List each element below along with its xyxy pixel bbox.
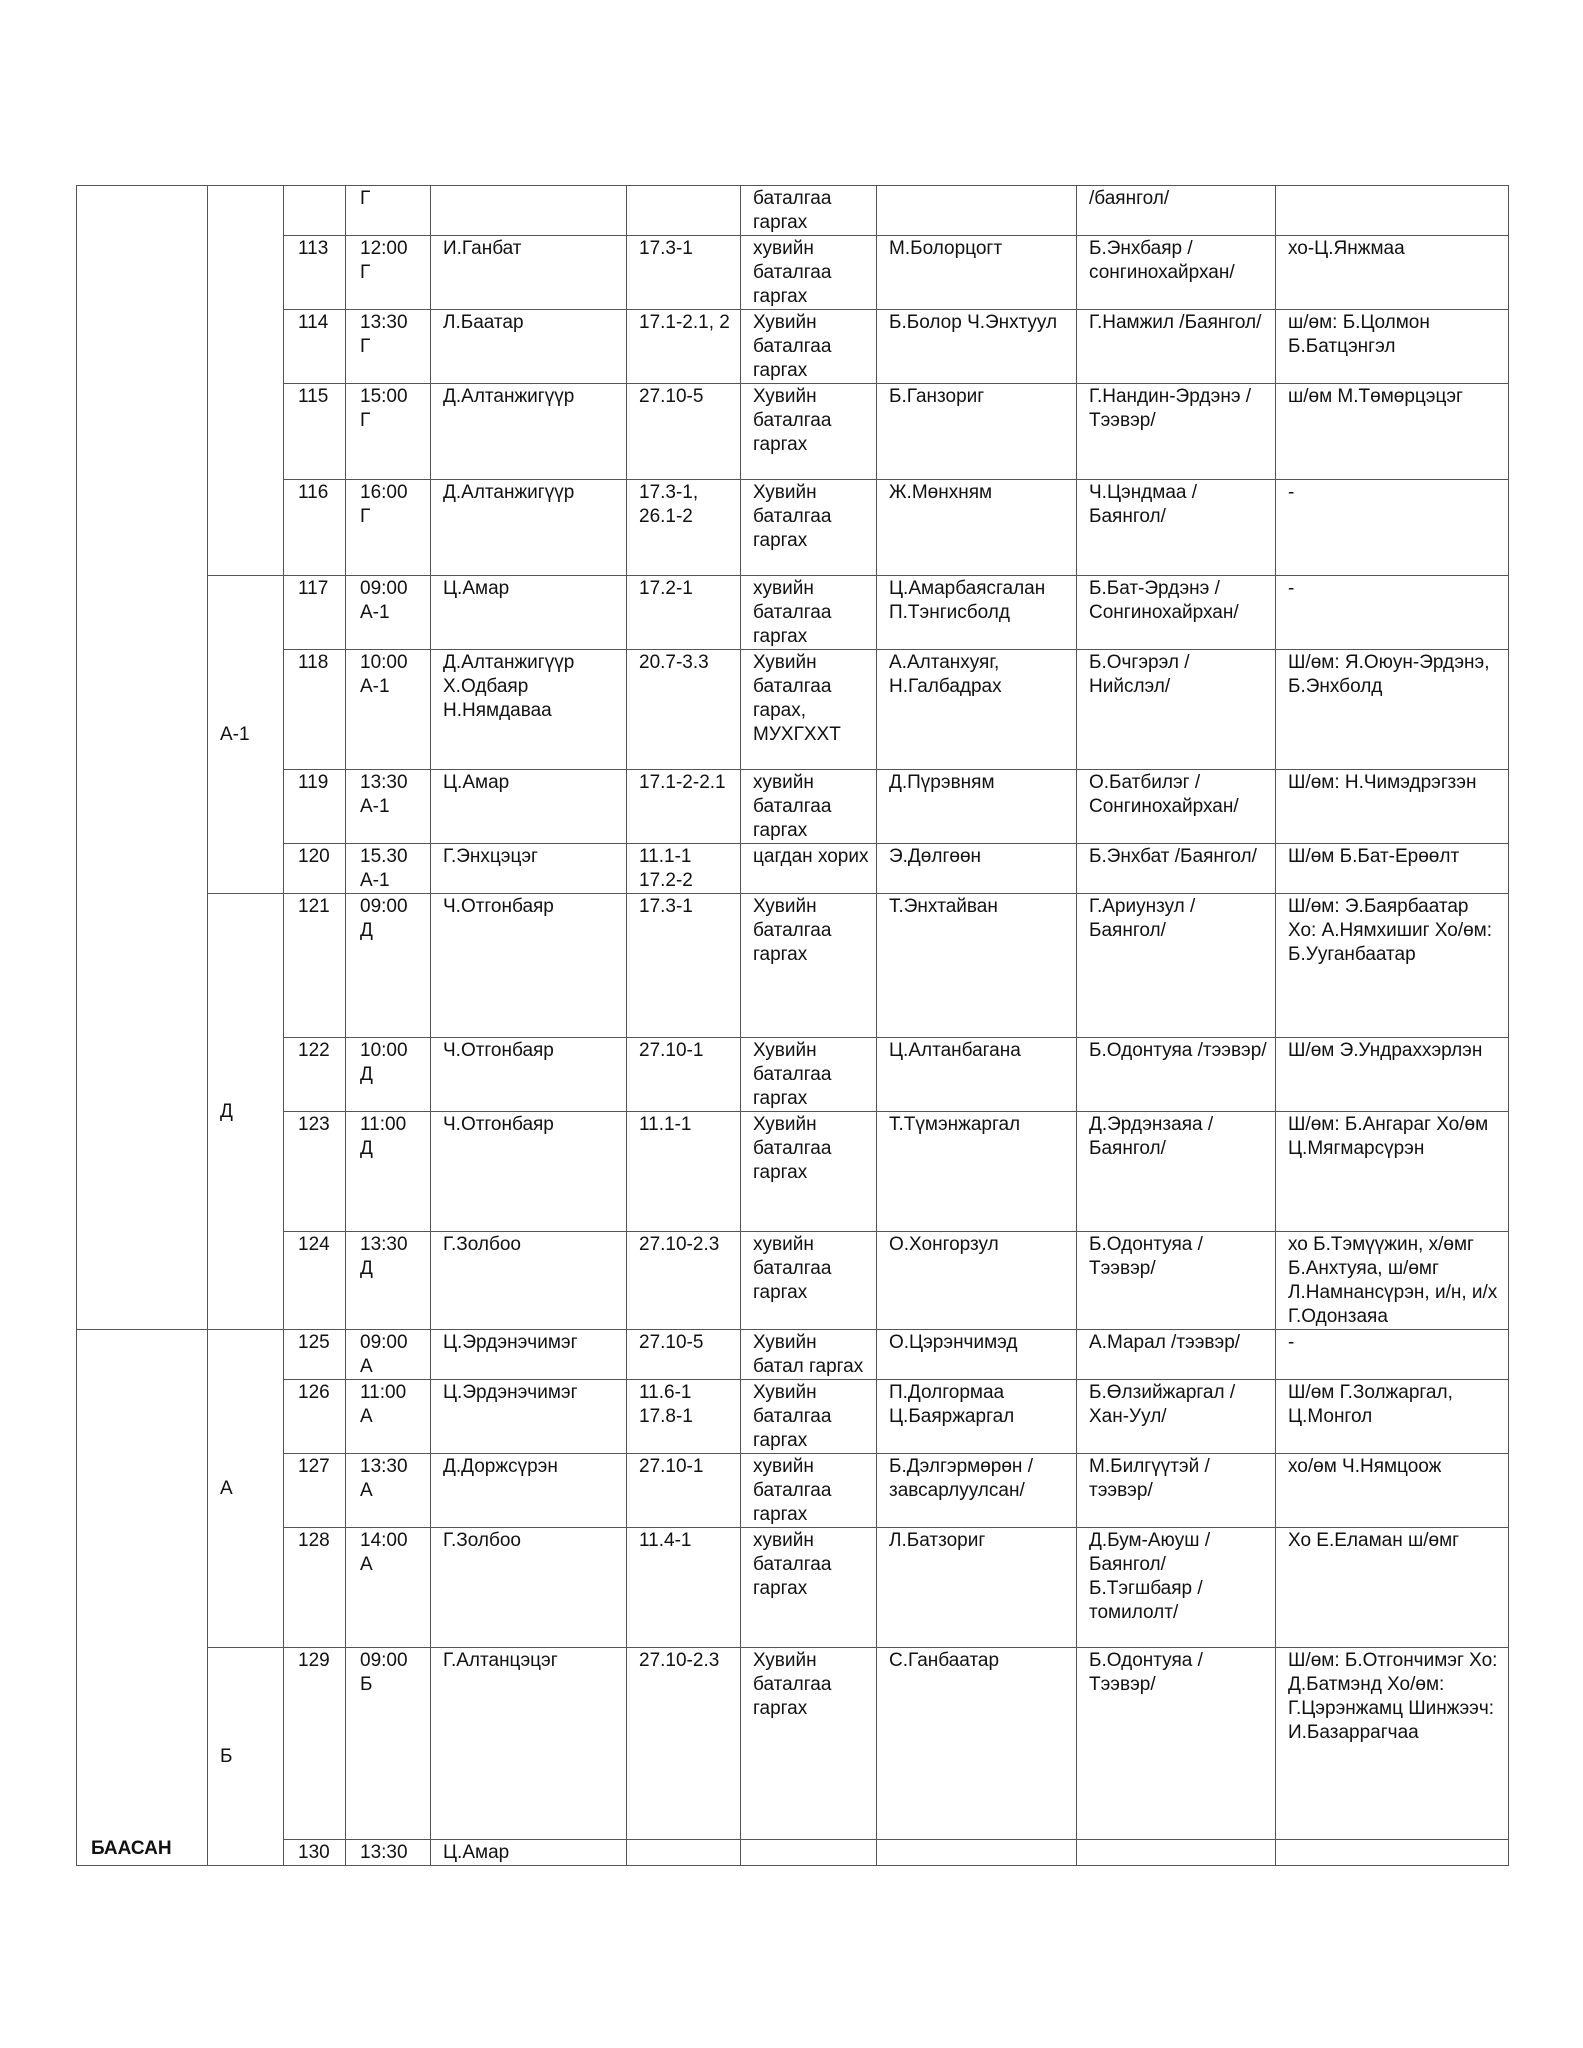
prosecutor-name: М.Билгүүтэй /тээвэр/ — [1077, 1454, 1276, 1528]
hearing-time: 11:00 А — [346, 1380, 431, 1454]
participants-note: Ш/өм: Б.Отгончимэг Хо: Д.Батмэнд Хо/өм: Г.Цэрэнжамц Шинжээч: И.Базаррагчаа — [1276, 1648, 1509, 1840]
hearing-time: 13:30 Д — [346, 1232, 431, 1330]
room-cell-a1: А-1 — [208, 576, 284, 894]
participants-note — [1276, 1840, 1509, 1866]
case-number: 125 — [284, 1330, 346, 1380]
law-article: 27.10-2.3 — [627, 1232, 741, 1330]
judge-name: Ц.Амар — [431, 1840, 627, 1866]
prosecutor-name: Д.Эрдэнзаяа /Баянгол/ — [1077, 1112, 1276, 1232]
table-row — [77, 1330, 1509, 1380]
case-number: 128 — [284, 1528, 346, 1648]
defender-name: Д.Пүрэвням — [877, 770, 1077, 844]
judge-name: Д.Алтанжигүүр — [431, 384, 627, 480]
defender-name: Б.Дэлгэрмөрөн /завсарлуулсан/ — [877, 1454, 1077, 1528]
case-number: 130 — [284, 1840, 346, 1866]
table-row — [77, 576, 1509, 650]
law-article: 17.1-2-2.1 — [627, 770, 741, 844]
judge-name: Ч.Отгонбаяр — [431, 894, 627, 1038]
measure-type: Хувийн баталгаа гаргах — [741, 384, 877, 480]
participants-note — [1276, 186, 1509, 236]
judge-name: Ц.Амар — [431, 770, 627, 844]
prosecutor-name: Б.Одонтуяа /Тээвэр/ — [1077, 1648, 1276, 1840]
hearing-time: 15.30 А-1 — [346, 844, 431, 894]
participants-note: ш/өм М.Төмөрцэцэг — [1276, 384, 1509, 480]
prosecutor-name: /баянгол/ — [1077, 186, 1276, 236]
prosecutor-name: Ч.Цэндмаа /Баянгол/ — [1077, 480, 1276, 576]
table-row — [77, 894, 1509, 1038]
measure-type: цагдан хорих — [741, 844, 877, 894]
prosecutor-name: Б.Энхбаяр /сонгинохайрхан/ — [1077, 236, 1276, 310]
case-number: 124 — [284, 1232, 346, 1330]
room-cell-d: Д — [208, 894, 284, 1330]
law-article: 17.2-1 — [627, 576, 741, 650]
case-number: 127 — [284, 1454, 346, 1528]
measure-type: хувийн баталгаа гаргах — [741, 236, 877, 310]
measure-type: хувийн баталгаа гаргах — [741, 1454, 877, 1528]
room-cell-g — [208, 186, 284, 576]
law-article: 27.10-5 — [627, 384, 741, 480]
judge-name: Ц.Эрдэнэчимэг — [431, 1330, 627, 1380]
law-article: 11.1-1 17.2-2 — [627, 844, 741, 894]
court-schedule-table — [76, 185, 1509, 1866]
participants-note: хо Б.Тэмүүжин, х/өмг Б.Анхтуяа, ш/өмг Л.Намнансүрэн, и/н, и/х Г.Одонзаяа — [1276, 1232, 1509, 1330]
table-row — [77, 1380, 1509, 1454]
judge-name: И.Ганбат — [431, 236, 627, 310]
prosecutor-name — [1077, 1840, 1276, 1866]
judge-name: Д.Доржсүрэн — [431, 1454, 627, 1528]
prosecutor-name: Б.Энхбат /Баянгол/ — [1077, 844, 1276, 894]
judge-name: Г.Алтанцэцэг — [431, 1648, 627, 1840]
law-article — [627, 186, 741, 236]
case-number: 117 — [284, 576, 346, 650]
table-row — [77, 384, 1509, 480]
measure-type: Хувийн баталгаа гаргах — [741, 1112, 877, 1232]
measure-type: Хувийн баталгаа гаргах — [741, 1038, 877, 1112]
participants-note: хо/өм Ч.Нямцоож — [1276, 1454, 1509, 1528]
hearing-time: 10:00 А-1 — [346, 650, 431, 770]
law-article: 17.3-1 — [627, 236, 741, 310]
case-number: 114 — [284, 310, 346, 384]
participants-note: Ш/өм: Б.Ангараг Хо/өм Ц.Мягмарсүрэн — [1276, 1112, 1509, 1232]
measure-type — [741, 1840, 877, 1866]
law-article — [627, 1840, 741, 1866]
table-row — [77, 650, 1509, 770]
judge-name: Л.Баатар — [431, 310, 627, 384]
judge-name: Г.Золбоо — [431, 1528, 627, 1648]
table-row — [77, 480, 1509, 576]
prosecutor-name: Б.Очгэрэл /Нийслэл/ — [1077, 650, 1276, 770]
table-row — [77, 1840, 1509, 1866]
defender-name: А.Алтанхуяг, Н.Галбадрах — [877, 650, 1077, 770]
hearing-time: 09:00 Б — [346, 1648, 431, 1840]
participants-note: Ш/өм: Э.Баярбаатар Хо: А.Нямхишиг Хо/өм: Б.Ууганбаатар — [1276, 894, 1509, 1038]
room-cell-a: А — [208, 1330, 284, 1648]
measure-type: Хувийн баталгаа гаргах — [741, 1648, 877, 1840]
defender-name: Ж.Мөнхням — [877, 480, 1077, 576]
defender-name: Т.Энхтайван — [877, 894, 1077, 1038]
judge-name: Ч.Отгонбаяр — [431, 1112, 627, 1232]
participants-note: Ш/өм Э.Ундраххэрлэн — [1276, 1038, 1509, 1112]
table-row — [77, 1038, 1509, 1112]
prosecutor-name: Б.Одонтуяа /Тээвэр/ — [1077, 1232, 1276, 1330]
measure-type: Хувийн баталгаа гаргах — [741, 310, 877, 384]
judge-name — [431, 186, 627, 236]
law-article: 27.10-2.3 — [627, 1648, 741, 1840]
participants-note: Хо Е.Еламан ш/өмг — [1276, 1528, 1509, 1648]
table-row — [77, 236, 1509, 310]
table-row — [77, 1528, 1509, 1648]
defender-name: О.Хонгорзул — [877, 1232, 1077, 1330]
case-number: 118 — [284, 650, 346, 770]
defender-name: С.Ганбаатар — [877, 1648, 1077, 1840]
participants-note: - — [1276, 480, 1509, 576]
hearing-time: 13:30 — [346, 1840, 431, 1866]
hearing-time: 12:00 Г — [346, 236, 431, 310]
case-number: 119 — [284, 770, 346, 844]
judge-name: Ц.Эрдэнэчимэг — [431, 1380, 627, 1454]
measure-type: Хувийн баталгаа гаргах — [741, 1380, 877, 1454]
law-article: 17.3-1, 26.1-2 — [627, 480, 741, 576]
hearing-time: 14:00 А — [346, 1528, 431, 1648]
case-number: 120 — [284, 844, 346, 894]
table-row — [77, 1454, 1509, 1528]
table-row — [77, 310, 1509, 384]
prosecutor-name: Г.Нандин-Эрдэнэ /Тээвэр/ — [1077, 384, 1276, 480]
participants-note: Ш/өм: Н.Чимэдрэгзэн — [1276, 770, 1509, 844]
prosecutor-name: Г.Ариунзул /Баянгол/ — [1077, 894, 1276, 1038]
judge-name: Д.Алтанжигүүр — [431, 480, 627, 576]
defender-name: Ц.Алтанбагана — [877, 1038, 1077, 1112]
prosecutor-name: Д.Бум-Аюуш /Баянгол/ Б.Тэгшбаяр /томилолт/ — [1077, 1528, 1276, 1648]
day-cell-friday: БААСАН — [77, 1330, 208, 1866]
prosecutor-name: Б.Одонтуяа /тээвэр/ — [1077, 1038, 1276, 1112]
room-cell-b: Б — [208, 1648, 284, 1866]
table-row — [77, 1232, 1509, 1330]
case-number: 116 — [284, 480, 346, 576]
judge-name: Г.Золбоо — [431, 1232, 627, 1330]
defender-name: М.Болорцогт — [877, 236, 1077, 310]
hearing-time: 09:00 А-1 — [346, 576, 431, 650]
measure-type: хувийн баталгаа гаргах — [741, 770, 877, 844]
hearing-time: 13:30 А-1 — [346, 770, 431, 844]
prosecutor-name: Г.Намжил /Баянгол/ — [1077, 310, 1276, 384]
law-article: 17.3-1 — [627, 894, 741, 1038]
defender-name: Э.Дөлгөөн — [877, 844, 1077, 894]
prosecutor-name: Б.Бат-Эрдэнэ /Сонгинохайрхан/ — [1077, 576, 1276, 650]
measure-type: Хувийн баталгаа гарах, МУХГХХТ — [741, 650, 877, 770]
day-cell-thursday — [77, 186, 208, 1330]
measure-type: хувийн баталгаа гаргах — [741, 576, 877, 650]
participants-note: Ш/өм Б.Бат-Ерөөлт — [1276, 844, 1509, 894]
measure-type: Хувийн баталгаа гаргах — [741, 480, 877, 576]
case-number: 122 — [284, 1038, 346, 1112]
measure-type: баталгаа гаргах — [741, 186, 877, 236]
case-number: 121 — [284, 894, 346, 1038]
table-row — [77, 1112, 1509, 1232]
participants-note: хо-Ц.Янжмаа — [1276, 236, 1509, 310]
prosecutor-name: А.Марал /тээвэр/ — [1077, 1330, 1276, 1380]
law-article: 11.6-1 17.8-1 — [627, 1380, 741, 1454]
hearing-time: 15:00 Г — [346, 384, 431, 480]
table-row — [77, 844, 1509, 894]
case-number: 129 — [284, 1648, 346, 1840]
case-number: 115 — [284, 384, 346, 480]
case-number — [284, 186, 346, 236]
defender-name: Б.Болор Ч.Энхтуул — [877, 310, 1077, 384]
hearing-time: 13:30 Г — [346, 310, 431, 384]
measure-type: хувийн баталгаа гаргах — [741, 1232, 877, 1330]
participants-note: Ш/өм: Я.Оюун-Эрдэнэ, Б.Энхболд — [1276, 650, 1509, 770]
defender-name — [877, 1840, 1077, 1866]
judge-name: Г.Энхцэцэг — [431, 844, 627, 894]
defender-name: Б.Ганзориг — [877, 384, 1077, 480]
table-row — [77, 1648, 1509, 1840]
participants-note: - — [1276, 1330, 1509, 1380]
defender-name: Ц.Амарбаясгалан П.Тэнгисболд — [877, 576, 1077, 650]
measure-type: Хувийн баталгаа гаргах — [741, 894, 877, 1038]
case-number: 126 — [284, 1380, 346, 1454]
hearing-time: 11:00 Д — [346, 1112, 431, 1232]
defender-name: П.Долгормаа Ц.Баяржаргал — [877, 1380, 1077, 1454]
participants-note: Ш/өм Г.Золжаргал, Ц.Монгол — [1276, 1380, 1509, 1454]
case-number: 123 — [284, 1112, 346, 1232]
law-article: 11.4-1 — [627, 1528, 741, 1648]
law-article: 20.7-3.3 — [627, 650, 741, 770]
prosecutor-name: О.Батбилэг /Сонгинохайрхан/ — [1077, 770, 1276, 844]
measure-type: Хувийн батал гаргах — [741, 1330, 877, 1380]
judge-name: Д.Алтанжигүүр Х.Одбаяр Н.Нямдаваа — [431, 650, 627, 770]
table-row — [77, 186, 1509, 236]
participants-note: ш/өм: Б.Цолмон Б.Батцэнгэл — [1276, 310, 1509, 384]
defender-name — [877, 186, 1077, 236]
judge-name: Ц.Амар — [431, 576, 627, 650]
hearing-time: 09:00 Д — [346, 894, 431, 1038]
table-row — [77, 770, 1509, 844]
measure-type: хувийн баталгаа гаргах — [741, 1528, 877, 1648]
hearing-time: 09:00 А — [346, 1330, 431, 1380]
case-number: 113 — [284, 236, 346, 310]
law-article: 17.1-2.1, 2 — [627, 310, 741, 384]
judge-name: Ч.Отгонбаяр — [431, 1038, 627, 1112]
law-article: 11.1-1 — [627, 1112, 741, 1232]
hearing-time: 10:00 Д — [346, 1038, 431, 1112]
defender-name: Т.Түмэнжаргал — [877, 1112, 1077, 1232]
law-article: 27.10-1 — [627, 1038, 741, 1112]
participants-note: - — [1276, 576, 1509, 650]
law-article: 27.10-5 — [627, 1330, 741, 1380]
law-article: 27.10-1 — [627, 1454, 741, 1528]
hearing-time: 16:00 Г — [346, 480, 431, 576]
defender-name: О.Цэрэнчимэд — [877, 1330, 1077, 1380]
hearing-time: 13:30 А — [346, 1454, 431, 1528]
hearing-time: Г — [346, 186, 431, 236]
prosecutor-name: Б.Өлзийжаргал /Хан-Уул/ — [1077, 1380, 1276, 1454]
defender-name: Л.Батзориг — [877, 1528, 1077, 1648]
